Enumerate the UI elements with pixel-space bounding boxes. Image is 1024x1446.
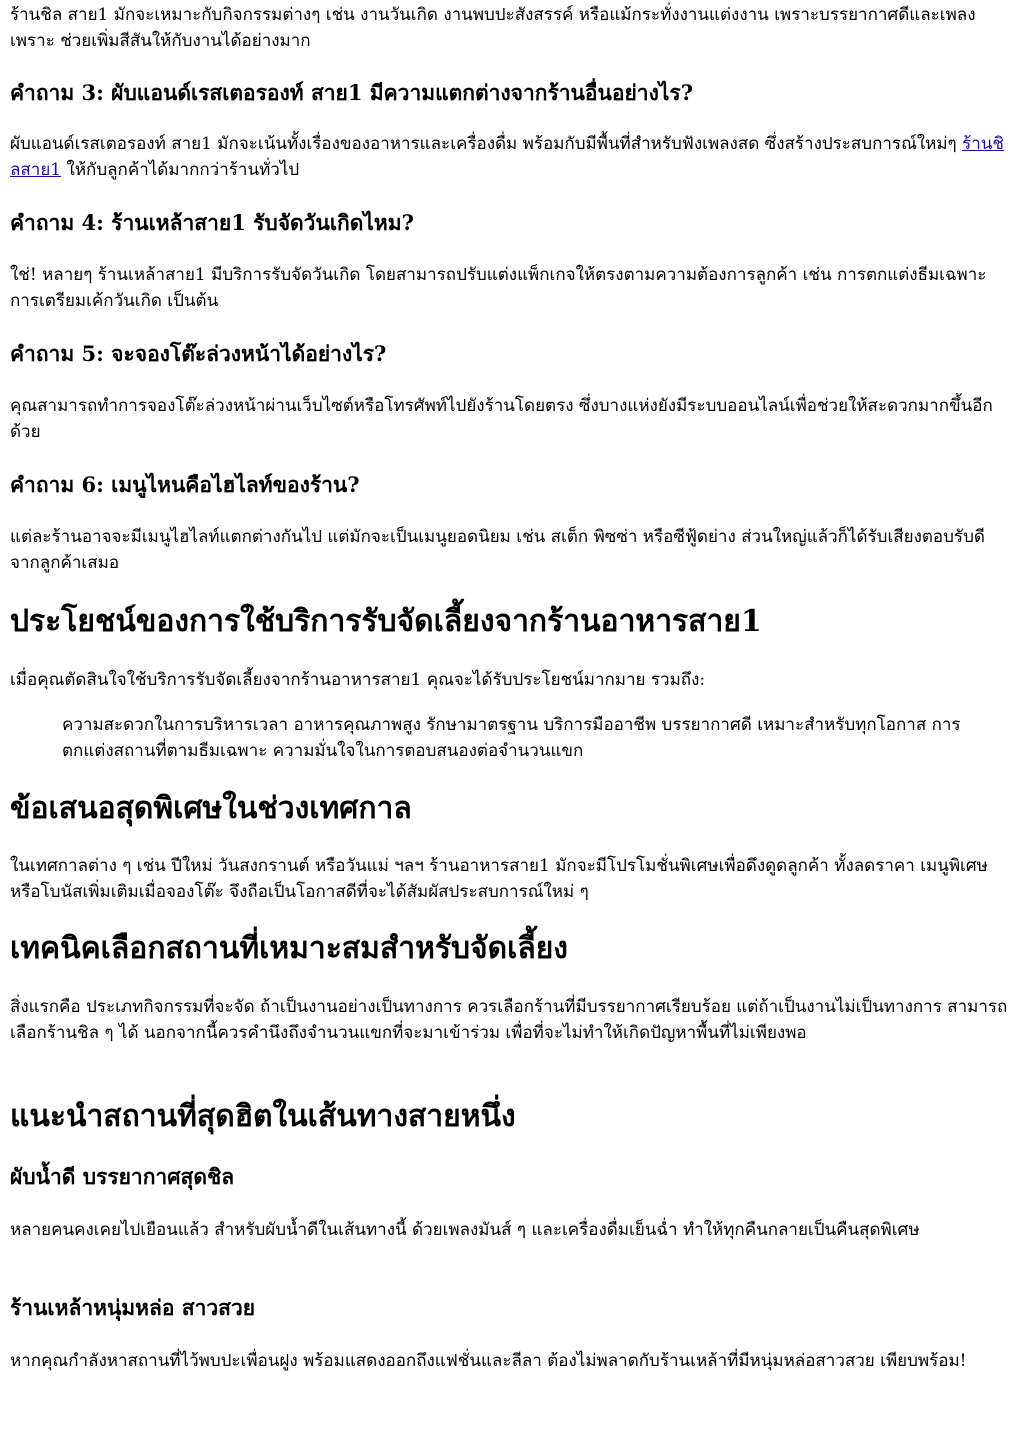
faq-5-heading: คำถาม 5: จะจองโต๊ะล่วงหน้าได้อย่างไร?: [10, 341, 387, 366]
bar-paragraph: หากคุณกำลังหาสถานที่ไว้พบปะเพื่อนฝูง พร้อมแสดงออกถึงแฟชั่นและลีลา ต้องไม่พลาดกับร้านเหล้าที่มีหนุ่มหล่อสาวสวย เพียบพร้อม!: [10, 1351, 967, 1371]
intro-paragraph: ร้านชิล สาย1 มักจะเหมาะกับกิจกรรมต่างๆ เช่น งานวันเกิด งานพบปะสังสรรค์ หรือแม้กระทั่งงานแต่งงาน เพราะบรรยากาศดีและเพลงเพราะ ช่วยเพิ่มสีสันให้กับงานได้อย่างมาก: [10, 5, 976, 51]
offers-heading: ข้อเสนอสุดพิเศษในช่วงเทศกาล: [10, 791, 412, 826]
benefits-heading: ประโยชน์ของการใช้บริการรับจัดเลี้ยงจากร้านอาหารสาย1: [10, 604, 762, 639]
faq-6-heading: คำถาม 6: เมนูไหนคือไฮไลท์ของร้าน?: [10, 472, 360, 497]
bar-heading: ร้านเหล้าหนุ่มหล่อ สาวสวย: [10, 1295, 256, 1320]
benefits-intro: เมื่อคุณตัดสินใจใช้บริการรับจัดเลี้ยงจากร้านอาหารสาย1 คุณจะได้รับประโยชน์มากมาย รวมถึง:: [10, 670, 706, 690]
faq-4-answer: ใช่! หลายๆ ร้านเหล้าสาย1 มีบริการรับจัดวันเกิด โดยสามารถปรับแต่งแพ็กเกจให้ตรงตามความต้องการลูกค้า เช่น การตกแต่งธีมเฉพาะ การเตรียมเค้กวันเกิด เป็นต้น: [10, 265, 987, 311]
offers-paragraph: ในเทศกาลต่าง ๆ เช่น ปีใหม่ วันสงกรานต์ หรือวันแม่ ฯลฯ ร้านอาหารสาย1 มักจะมีโปรโมชั่นพิเศษเพื่อดึงดูดลูกค้า ทั้งลดราคา เมนูพิเศษ หรือโบนัสเพิ่มเติมเมื่อจองโต๊ะ จึงถือเป็นโอกาสดีที่จะได้สัมผัสประสบการณ์ใหม่ ๆ: [10, 856, 988, 902]
recommend-heading: แนะนำสถานที่สุดฮิตในเส้นทางสายหนึ่ง: [10, 1099, 516, 1134]
faq-3-answer: [10, 131, 1014, 183]
benefits-list: ความสะดวกในการบริหารเวลา อาหารคุณภาพสูง รักษามาตรฐาน บริการมืออาชีพ บรรยากาศดี เหมาะสำหรับทุกโอกาส การตกแต่งสถานที่ตามธีมเฉพาะ ความมั่นใจในการตอบสนองต่อจำนวนแขก: [62, 715, 961, 761]
faq-5-answer: คุณสามารถทำการจองโต๊ะล่วงหน้าผ่านเว็บไซต์หรือโทรศัพท์ไปยังร้านโดยตรง ซึ่งบางแห่งยังมีระบบออนไลน์เพื่อช่วยให้สะดวกมากขึ้นอีกด้วย: [10, 396, 993, 442]
faq-4-heading: คำถาม 4: ร้านเหล้าสาย1 รับจัดวันเกิดไหม?: [10, 210, 414, 235]
pub-heading: ผับน้ำดี บรรยากาศสุดชิล: [10, 1164, 235, 1189]
faq-6-answer: แต่ละร้านอาจจะมีเมนูไฮไลท์แตกต่างกันไป แต่มักจะเป็นเมนูยอดนิยม เช่น สเต็ก พิซซ่า หรือซีฟู้ดย่าง ส่วนใหญ่แล้วก็ได้รับเสียงตอบรับดีจากลูกค้าเสมอ: [10, 527, 985, 573]
chill-bar-link[interactable]: ร้านชิลสาย1: [10, 134, 1004, 180]
faq-3-heading: คำถาม 3: ผับแอนด์เรสเตอรองท์ สาย1 มีความแตกต่างจากร้านอื่นอย่างไร?: [10, 80, 693, 105]
venue-tips-paragraph: สิ่งแรกคือ ประเภทกิจกรรมที่จะจัด ถ้าเป็นงานอย่างเป็นทางการ ควรเลือกร้านที่มีบรรยากาศเรียบร้อย แต่ถ้าเป็นงานไม่เป็นทางการ สามารถเลือกร้านชิล ๆ ได้ นอกจากนี้ควรคำนึงถึงจำนวนแขกที่จะมาเข้าร่วม เพื่อที่จะไม่ทำให้เกิดปัญหาพื้นที่ไม่เพียงพอ: [10, 997, 1008, 1043]
faq-3-answer-text-before: ผับแอนด์เรสเตอรองท์ สาย1 มักจะเน้นทั้งเรื่องของอาหารและเครื่องดื่ม พร้อมกับมีพื้นที่สำหรับฟังเพลงสด ซึ่งสร้างประสบการณ์ใหม่ๆ: [10, 134, 963, 154]
faq-3-answer-text-after: ให้กับลูกค้าได้มากกว่าร้านทั่วไป: [61, 160, 300, 180]
pub-paragraph: หลายคนคงเคยไปเยือนแล้ว สำหรับผับน้ำดีในเส้นทางนี้ ด้วยเพลงมันส์ ๆ และเครื่องดื่มเย็นฉ่ำ ทำให้ทุกคืนกลายเป็นคืนสุดพิเศษ: [10, 1220, 920, 1240]
venue-tips-heading: เทคนิคเลือกสถานที่เหมาะสมสำหรับจัดเลี้ยง: [10, 931, 568, 966]
